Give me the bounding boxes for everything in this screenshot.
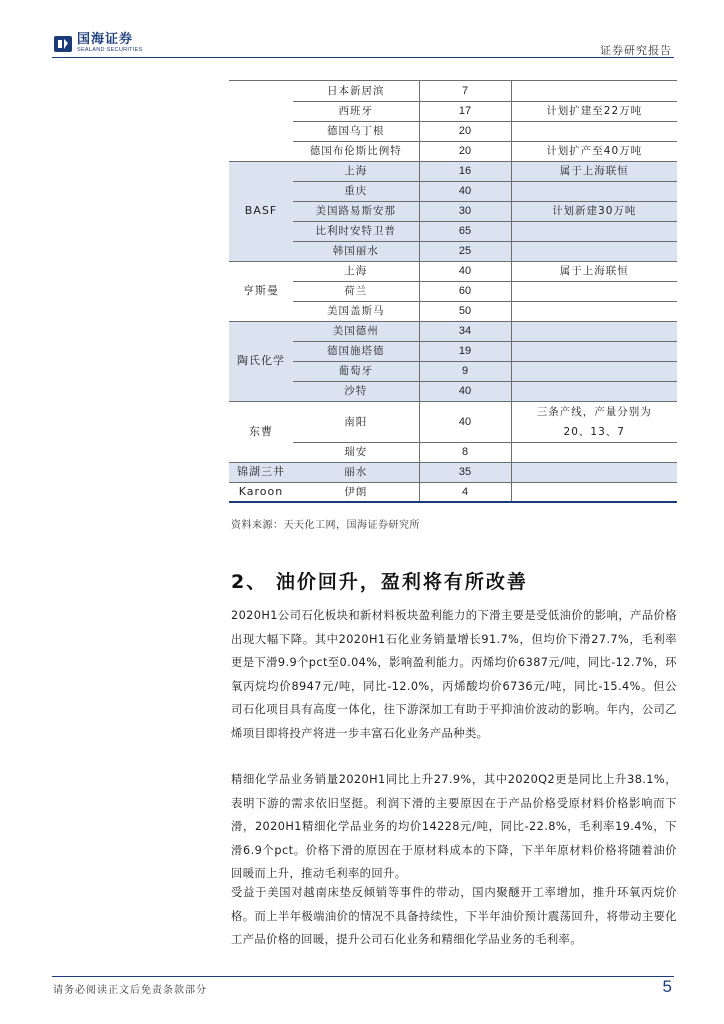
table-row: [229, 261, 677, 281]
location-cell: 上海: [293, 161, 419, 181]
paragraph-petrochemical: 2020H1公司石化板块和新材料板块盈利能力的下滑主要是受低油价的影响，产品价格出现大幅下降。其中2020H1石化业务销量增长91.7%，但均价下滑27.7%，毛利率更是下滑9.9个pct至0.04%，影响盈利能力。丙烯均价6387元/吨，同比-12.7%，环氧丙烷均价8947元/吨，同比-12.0%，丙烯酸均价6736元/吨，同比-15.4%。但公司石化项目具有高度一体化，往下游深加工有助于平抑油价波动的影响。年内，公司乙烯项目即将投产将进一步丰富石化业务产品种类。: [231, 609, 677, 740]
table-row: [229, 201, 677, 221]
table-row: [229, 141, 677, 161]
capacity-cell: 40: [419, 381, 511, 401]
capacity-cell: 65: [419, 221, 511, 241]
table-row: [229, 121, 677, 141]
location-cell: 沙特: [293, 381, 419, 401]
location-cell: 韩国丽水: [293, 241, 419, 261]
table-source: 资料来源：天天化工网，国海证券研究所: [231, 520, 420, 531]
location-cell: 南阳: [293, 401, 419, 442]
table-row: [229, 341, 677, 361]
company-cell: 锦湖三井: [229, 462, 293, 482]
location-cell: 西班牙: [293, 101, 419, 121]
capacity-cell: 30: [419, 201, 511, 221]
note-cell: 计划新建30万吨: [511, 201, 677, 221]
table-row: [229, 301, 677, 321]
capacity-cell: 7: [419, 81, 511, 101]
location-cell: 德国施塔德: [293, 341, 419, 361]
location-cell: 重庆: [293, 181, 419, 201]
logo-chinese-name: 国海证券: [77, 32, 134, 47]
paragraph-fine-chemicals: 精细化学品业务销量2020H1同比上升27.9%，其中2020Q2更是同比上升38.1%，表明下游的需求依旧坚挺。利润下滑的主要原因在于产品价格受原材料价格影响而下滑，2020H1精细化学品业务的均价14228元/吨，同比-22.8%，毛利率19.4%，下滑6.9个pct。价格下滑的原因在于原材料成本的下降，下半年原材料价格将随着油价回暖而上升，推动毛利率的回升。: [231, 773, 677, 881]
table-row: [229, 442, 677, 462]
note-line: 20、13、7: [563, 425, 625, 438]
capacity-cell: 40: [419, 401, 511, 442]
note-cell: [511, 281, 677, 301]
location-cell: 上海: [293, 261, 419, 281]
note-cell: [511, 482, 677, 502]
table-row: [229, 161, 677, 181]
location-cell: 比利时安特卫普: [293, 221, 419, 241]
capacity-cell: 20: [419, 121, 511, 141]
logo-mark-icon: [53, 34, 73, 54]
location-cell: 丽水: [293, 462, 419, 482]
paragraph-outlook: 受益于美国对越南床垫反倾销等事件的带动，国内聚醚开工率增加，推升环氧丙烷价格。而上半年极端油价的情况不具备持续性，下半年油价预计震荡回升，将带动主要化工产品价格的回暖，提升公司石化业务和精细化学品业务的毛利率。: [231, 886, 677, 947]
page-header: [0, 0, 724, 60]
note-cell: [511, 341, 677, 361]
location-cell: 德国乌丁根: [293, 121, 419, 141]
note-cell: 计划扩建至22万吨: [511, 101, 677, 121]
capacity-cell: 25: [419, 241, 511, 261]
note-cell: 计划扩产至40万吨: [511, 141, 677, 161]
table-row: [229, 361, 677, 381]
location-cell: 日本新居滨: [293, 81, 419, 101]
capacity-cell: 4: [419, 482, 511, 502]
note-cell: [511, 401, 677, 442]
capacity-cell: 8: [419, 442, 511, 462]
table-row: [229, 81, 677, 101]
location-cell: 美国路易斯安那: [293, 201, 419, 221]
capacity-cell: 9: [419, 361, 511, 381]
note-cell: [511, 241, 677, 261]
capacity-cell: 20: [419, 141, 511, 161]
note-line: 三条产线，产量分别为: [536, 405, 652, 418]
location-cell: 美国盖斯马: [293, 301, 419, 321]
location-cell: 美国德州: [293, 321, 419, 341]
location-cell: 伊朗: [293, 482, 419, 502]
company-logo: [53, 33, 143, 54]
note-cell: 属于上海联恒: [511, 161, 677, 181]
capacity-cell: 16: [419, 161, 511, 181]
table-row: [229, 321, 677, 341]
note-cell: [511, 81, 677, 101]
capacity-cell: 19: [419, 341, 511, 361]
table-row: [229, 462, 677, 482]
location-cell: 德国布伦斯比例特: [293, 141, 419, 161]
capacity-cell: 60: [419, 281, 511, 301]
page-number: 5: [662, 977, 672, 996]
capacity-cell: 50: [419, 301, 511, 321]
capacity-cell: 35: [419, 462, 511, 482]
capacity-cell: 40: [419, 261, 511, 281]
note-cell: 属于上海联恒: [511, 261, 677, 281]
note-cell: [511, 361, 677, 381]
note-cell: [511, 321, 677, 341]
company-cell: BASF: [229, 161, 293, 261]
company-cell: Karoon: [229, 482, 293, 502]
capacity-cell: 17: [419, 101, 511, 121]
company-cell: 东曹: [229, 401, 293, 462]
note-cell: [511, 301, 677, 321]
note-cell: [511, 442, 677, 462]
note-cell: [511, 181, 677, 201]
logo-english-name: SEALAND SECURITIES: [77, 47, 143, 53]
company-cell: 陶氏化学: [229, 321, 293, 401]
location-cell: 荷兰: [293, 281, 419, 301]
table-row: [229, 401, 677, 442]
capacity-cell: 40: [419, 181, 511, 201]
table-row: [229, 241, 677, 261]
section-title: 2、 油价回升，盈利将有所改善: [231, 571, 528, 593]
company-cell: 亨斯曼: [229, 261, 293, 321]
capacity-cell: 34: [419, 321, 511, 341]
note-cell: [511, 221, 677, 241]
table-row: [229, 482, 677, 502]
location-cell: 葡萄牙: [293, 361, 419, 381]
note-cell: [511, 381, 677, 401]
header-divider: [52, 57, 674, 58]
table-row: [229, 381, 677, 401]
disclaimer-note: 请务必阅读正文后免责条款部分: [53, 985, 207, 996]
report-type-label: 证券研究报告: [600, 44, 672, 57]
table-row: [229, 181, 677, 201]
capacity-table: [229, 81, 677, 503]
location-cell: 瑞安: [293, 442, 419, 462]
note-cell: [511, 121, 677, 141]
note-cell: [511, 462, 677, 482]
footer-divider: [52, 976, 674, 977]
table-row: [229, 101, 677, 121]
table-row: [229, 281, 677, 301]
table-row: [229, 221, 677, 241]
company-cell: [229, 81, 293, 161]
